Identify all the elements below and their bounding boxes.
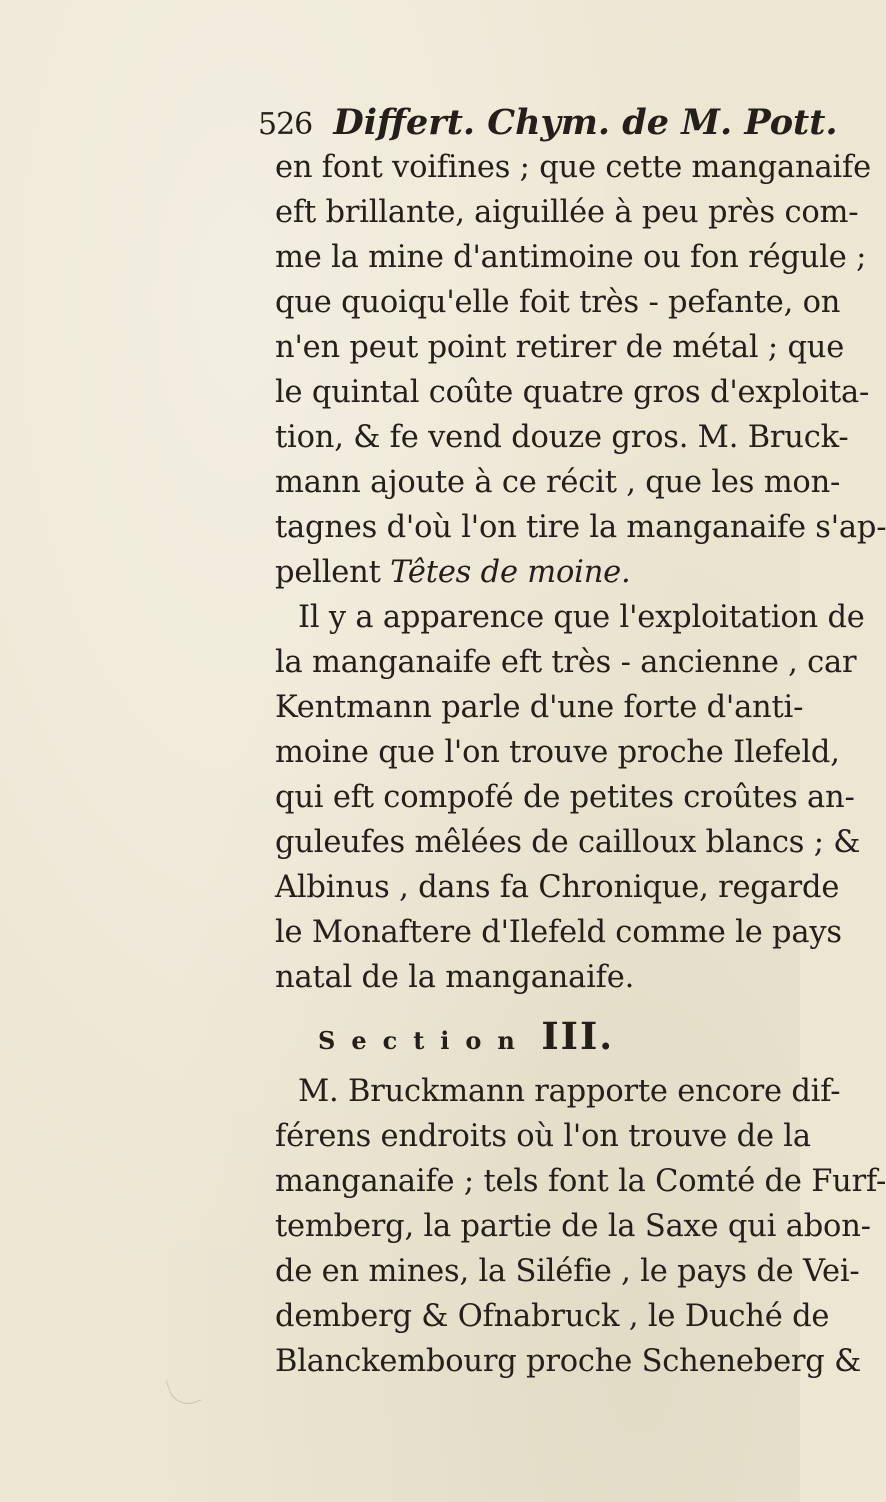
text-line: temberg, la partie de la Saxe qui abon- [275, 1209, 871, 1244]
text-line: la manganaife eft très - ancienne , car [275, 645, 857, 680]
text-line-last [275, 551, 631, 595]
paper-mark [166, 1371, 202, 1409]
text-line: férens endroits où l'on trouve de la [275, 1119, 811, 1154]
text-fragment: pellent [275, 555, 391, 590]
section-number: III. [541, 1014, 615, 1058]
page-number: 526 [258, 107, 313, 142]
running-title: Differt. Chym. de M. Pott. [333, 102, 838, 143]
text-line: demberg & Ofnabruck , le Duché de [275, 1299, 830, 1334]
text-line: M. Bruckmann rapporte encore dif- [298, 1074, 841, 1109]
text-line: Albinus , dans fa Chronique, regarde [275, 870, 840, 905]
text-line: tion, & fe vend douze gros. M. Bruck- [275, 420, 849, 455]
text-line: mann ajoute à ce récit , que les mon- [275, 465, 841, 500]
text-line: Blanckembourg proche Scheneberg & [275, 1344, 862, 1379]
text-line: Il y a apparence que l'exploitation de [298, 600, 865, 635]
page-header [258, 100, 838, 146]
text-line: Kentmann parle d'une forte d'anti- [275, 690, 804, 725]
text-line: me la mine d'antimoine ou fon régule ; [275, 240, 867, 275]
text-line: le quintal coûte quatre gros d'exploita- [275, 375, 870, 410]
section-heading [318, 1010, 718, 1062]
text-line: en font voifines ; que cette manganaife [275, 150, 871, 185]
text-line-last: natal de la manganaife. [275, 960, 635, 995]
text-line: moine que l'on trouve proche Ilefeld, [275, 735, 840, 770]
text-line: que quoiqu'elle foit très - pefante, on [275, 285, 841, 320]
text-line: manganaife ; tels font la Comté de Furf- [275, 1164, 886, 1199]
text-line: n'en peut point retirer de métal ; que [275, 330, 845, 365]
text-line: qui eft compofé de petites croûtes an- [275, 780, 855, 815]
text-line: tagnes d'où l'on tire la manganaife s'ap- [275, 510, 886, 545]
section-label: Section [318, 1026, 531, 1055]
text-line: guleufes mêlées de cailloux blancs ; & [275, 825, 861, 860]
italic-phrase: Têtes de moine. [390, 555, 631, 590]
text-line: eft brillante, aiguillée à peu près com- [275, 195, 859, 230]
text-line: de en mines, la Siléfie , le pays de Vei- [275, 1254, 860, 1289]
text-line: le Monaftere d'Ilefeld comme le pays [275, 915, 842, 950]
